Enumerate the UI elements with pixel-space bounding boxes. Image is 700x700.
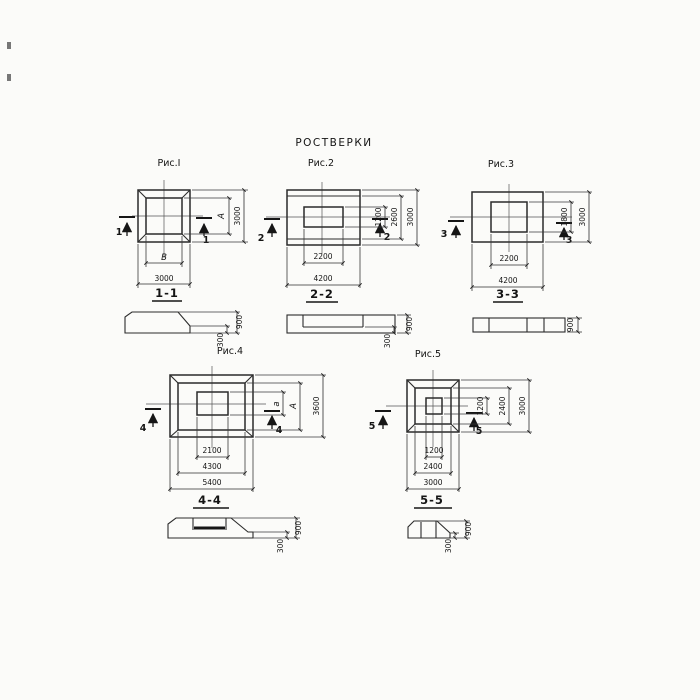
fig5-dim-outer-width: 3000 bbox=[423, 478, 443, 487]
figure-2-label: Рис.2 bbox=[307, 158, 335, 169]
figure-5-plan bbox=[386, 370, 468, 447]
fig1-dim-inner-height: А bbox=[217, 213, 227, 219]
fig3-section-profile bbox=[473, 318, 565, 332]
fig2-dim-outer-height: 3000 bbox=[406, 207, 415, 227]
fig2-section-label: 2-2 bbox=[310, 287, 334, 301]
fig4-marker-mid: 4 bbox=[275, 425, 283, 436]
figure-1 bbox=[116, 158, 248, 347]
figure-1-dimensions bbox=[138, 190, 248, 288]
fig5-dim-outer-height: 3000 bbox=[518, 396, 527, 416]
fig4-dim-mid-width: 4300 bbox=[202, 462, 222, 471]
fig1-section-step: 300 bbox=[216, 332, 225, 348]
fig5-section-height: 900 bbox=[464, 521, 473, 537]
fig4-section-step: 300 bbox=[276, 538, 285, 554]
fig4-section-height: 900 bbox=[294, 520, 303, 536]
fig5-dim-column-width: 1200 bbox=[424, 446, 444, 455]
figure-4-label: Рис.4 bbox=[216, 346, 244, 357]
fig4-dim-outer-height: 3600 bbox=[312, 396, 321, 416]
fig4-column-rect bbox=[197, 392, 228, 415]
fig4-mid-rect bbox=[178, 383, 245, 430]
fig5-dim-mid-height: 2400 bbox=[498, 396, 507, 416]
figure-2-section-markers bbox=[258, 219, 391, 244]
fig4-dim-outer-width: 5400 bbox=[202, 478, 222, 487]
figure-3 bbox=[441, 159, 592, 332]
fig4-outer-rect bbox=[170, 375, 253, 437]
fig4-dim-mid-height: А bbox=[289, 403, 299, 409]
fig5-marker-mid: 5 bbox=[475, 426, 483, 437]
fig1-section-profile bbox=[125, 312, 190, 333]
fig2-section-step: 300 bbox=[383, 333, 392, 349]
scan-speck bbox=[7, 42, 11, 49]
fig1-section-height: 900 bbox=[235, 314, 244, 330]
fig2-marker-mid: 2 bbox=[383, 232, 391, 243]
figure-3-label: Рис.3 bbox=[487, 159, 515, 170]
scan-speck bbox=[7, 74, 11, 81]
figure-5 bbox=[369, 349, 532, 553]
fig4-dim-column-width: 2100 bbox=[202, 446, 222, 455]
sheet-title: РОСТВЕРКИ bbox=[295, 137, 373, 149]
fig5-marker-left: 5 bbox=[368, 421, 376, 432]
fig5-dim-column-height: 1200 bbox=[476, 396, 485, 416]
figure-5-section bbox=[408, 493, 473, 553]
figure-4-dimensions bbox=[170, 375, 326, 492]
fig2-dim-mid-height: 2600 bbox=[390, 207, 399, 227]
figure-3-section bbox=[473, 287, 582, 332]
fig2-dim-outer-width: 4200 bbox=[313, 274, 333, 283]
fig1-dim-inner-width: В bbox=[161, 253, 167, 263]
fig2-dim-inner-height: 1200 bbox=[374, 207, 383, 227]
fig3-dim-outer-width: 4200 bbox=[498, 276, 518, 285]
figure-2-section bbox=[287, 287, 414, 348]
fig4-section-label: 4-4 bbox=[198, 493, 222, 507]
figure-4-section bbox=[168, 493, 303, 553]
fig3-marker-mid: 3 bbox=[565, 235, 573, 246]
fig1-section-label: 1-1 bbox=[155, 286, 179, 300]
fig3-dim-inner-height: 1800 bbox=[560, 207, 569, 227]
fig5-section-step: 300 bbox=[444, 538, 453, 554]
fig2-dim-inner-width: 2200 bbox=[313, 252, 333, 261]
fig5-section-profile bbox=[408, 521, 450, 538]
figure-1-label: Рис.I bbox=[157, 158, 181, 169]
figure-1-plan bbox=[132, 180, 203, 258]
fig3-dim-outer-height: 3000 bbox=[578, 207, 587, 227]
fig1-marker-mid: 1 bbox=[202, 235, 210, 246]
fig1-marker-left: 1 bbox=[115, 227, 123, 238]
fig4-dim-column-height: а bbox=[272, 401, 282, 407]
fig3-dim-inner-width: 2200 bbox=[499, 254, 519, 263]
fig4-marker-left: 4 bbox=[139, 423, 147, 434]
figure-4-plan bbox=[146, 366, 266, 448]
fig3-section-height: 900 bbox=[566, 317, 575, 333]
figure-5-label: Рис.5 bbox=[414, 349, 442, 360]
figure-1-section bbox=[125, 286, 244, 347]
fig3-marker-left: 3 bbox=[440, 229, 448, 240]
fig5-dim-mid-width: 2400 bbox=[423, 462, 443, 471]
fig5-section-label: 5-5 bbox=[420, 493, 444, 507]
fig1-dim-outer-width: 3000 bbox=[154, 274, 174, 283]
figure-4 bbox=[140, 346, 326, 553]
fig2-section-height: 900 bbox=[405, 316, 414, 332]
figure-2 bbox=[258, 158, 420, 348]
figure-5-dimensions bbox=[407, 380, 532, 492]
figure-2-plan bbox=[266, 182, 390, 254]
fig2-marker-left: 2 bbox=[257, 233, 265, 244]
fig3-section-label: 3-3 bbox=[496, 287, 520, 301]
figure-4-section-markers bbox=[140, 409, 283, 436]
fig2-outer-rect bbox=[287, 190, 360, 245]
fig1-dim-outer-height: 3000 bbox=[233, 206, 242, 226]
